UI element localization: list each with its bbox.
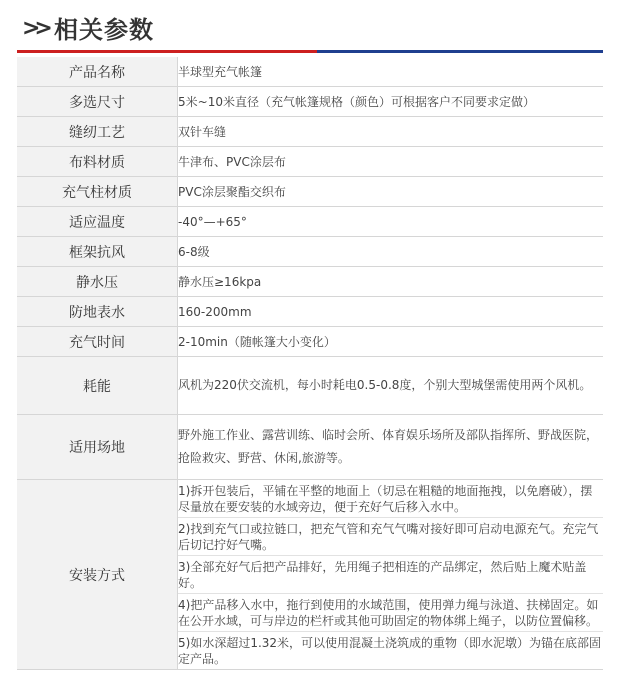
- spec-row-hydrostatic: [17, 267, 603, 297]
- spec-value: 160-200mm: [178, 297, 604, 327]
- section-title: 相关参数: [54, 16, 154, 44]
- install-step-text: 5)如水深超过1.32米，可以使用混凝土浇筑成的重物（即水泥墩）为锚在底部固定产品。: [178, 636, 602, 666]
- spec-label: 适应温度: [17, 207, 178, 237]
- install-step: [178, 518, 603, 556]
- spec-row-sewing: [17, 117, 603, 147]
- install-steps: [178, 480, 604, 670]
- install-step: [178, 632, 603, 669]
- spec-row-energy: [17, 357, 603, 415]
- spec-label: 框架抗风: [17, 237, 178, 267]
- spec-row-inflation-time: [17, 327, 603, 357]
- spec-label: 防地表水: [17, 297, 178, 327]
- spec-value: 野外施工作业、露营训练、临时会所、体育娱乐场所及部队指挥所、野战医院，抢险救灾、野营、休闲,旅游等。: [178, 415, 604, 480]
- spec-row-venues: [17, 415, 603, 480]
- spec-row-temperature: [17, 207, 603, 237]
- install-step: [178, 594, 603, 632]
- spec-row-product-name: [17, 57, 603, 87]
- spec-row-column-material: [17, 177, 603, 207]
- spec-row-size: [17, 87, 603, 117]
- header-divider-red: [17, 50, 317, 53]
- install-step-text: 4)把产品移入水中，拖行到使用的水域范围，使用弹力绳与泳道、扶梯固定。如在公开水域，可与岸边的栏杆或其他可助固定的物体绑上绳子，以防位置偏移。: [178, 598, 599, 628]
- header-divider-blue: [317, 50, 603, 53]
- spec-row-fabric: [17, 147, 603, 177]
- spec-value: 静水压≥16kpa: [178, 267, 604, 297]
- spec-table: [17, 57, 603, 670]
- spec-label: 充气时间: [17, 327, 178, 357]
- spec-value: 双针车缝: [178, 117, 604, 147]
- spec-row-surface-water: [17, 297, 603, 327]
- spec-label: 充气柱材质: [17, 177, 178, 207]
- spec-label: 产品名称: [17, 57, 178, 87]
- spec-row-wind: [17, 237, 603, 267]
- spec-value: -40°—+65°: [178, 207, 604, 237]
- spec-value: 牛津布、PVC涂层布: [178, 147, 604, 177]
- spec-value: 2-10min（随帐篷大小变化）: [178, 327, 604, 357]
- install-step-text: 1)拆开包装后，平铺在平整的地面上（切忌在粗糙的地面拖拽，以免磨破），摆尽量放在要安装的水域旁边，便于充好气后移入水中。: [178, 484, 593, 514]
- spec-label: 静水压: [17, 267, 178, 297]
- spec-label: 布料材质: [17, 147, 178, 177]
- spec-label: 适用场地: [17, 415, 178, 480]
- spec-label: 缝纫工艺: [17, 117, 178, 147]
- install-step-text: 2)找到充气口或拉链口，把充气管和充气气嘴对接好即可启动电源充气。充完气后切记拧好气嘴。: [178, 522, 599, 552]
- double-chevron-icon: >>: [22, 16, 47, 41]
- section-header: [0, 0, 620, 56]
- spec-label: 多选尺寸: [17, 87, 178, 117]
- spec-label: 耗能: [17, 357, 178, 415]
- spec-row-installation: [17, 480, 603, 670]
- install-step-text: 3)全部充好气后把产品排好，先用绳子把相连的产品绑定，然后贴上魔术贴盖好。: [178, 560, 587, 590]
- spec-value: 半球型充气帐篷: [178, 57, 604, 87]
- spec-value: 风机为220伏交流机，每小时耗电0.5-0.8度，个别大型城堡需使用两个风机。: [178, 357, 604, 415]
- install-step: [178, 556, 603, 594]
- spec-label: 安装方式: [17, 480, 178, 670]
- spec-value: PVC涂层聚酯交织布: [178, 177, 604, 207]
- install-step: [178, 480, 603, 518]
- spec-value: 6-8级: [178, 237, 604, 267]
- spec-value: 5米~10米直径（充气帐篷规格（颜色）可根据客户不同要求定做）: [178, 87, 604, 117]
